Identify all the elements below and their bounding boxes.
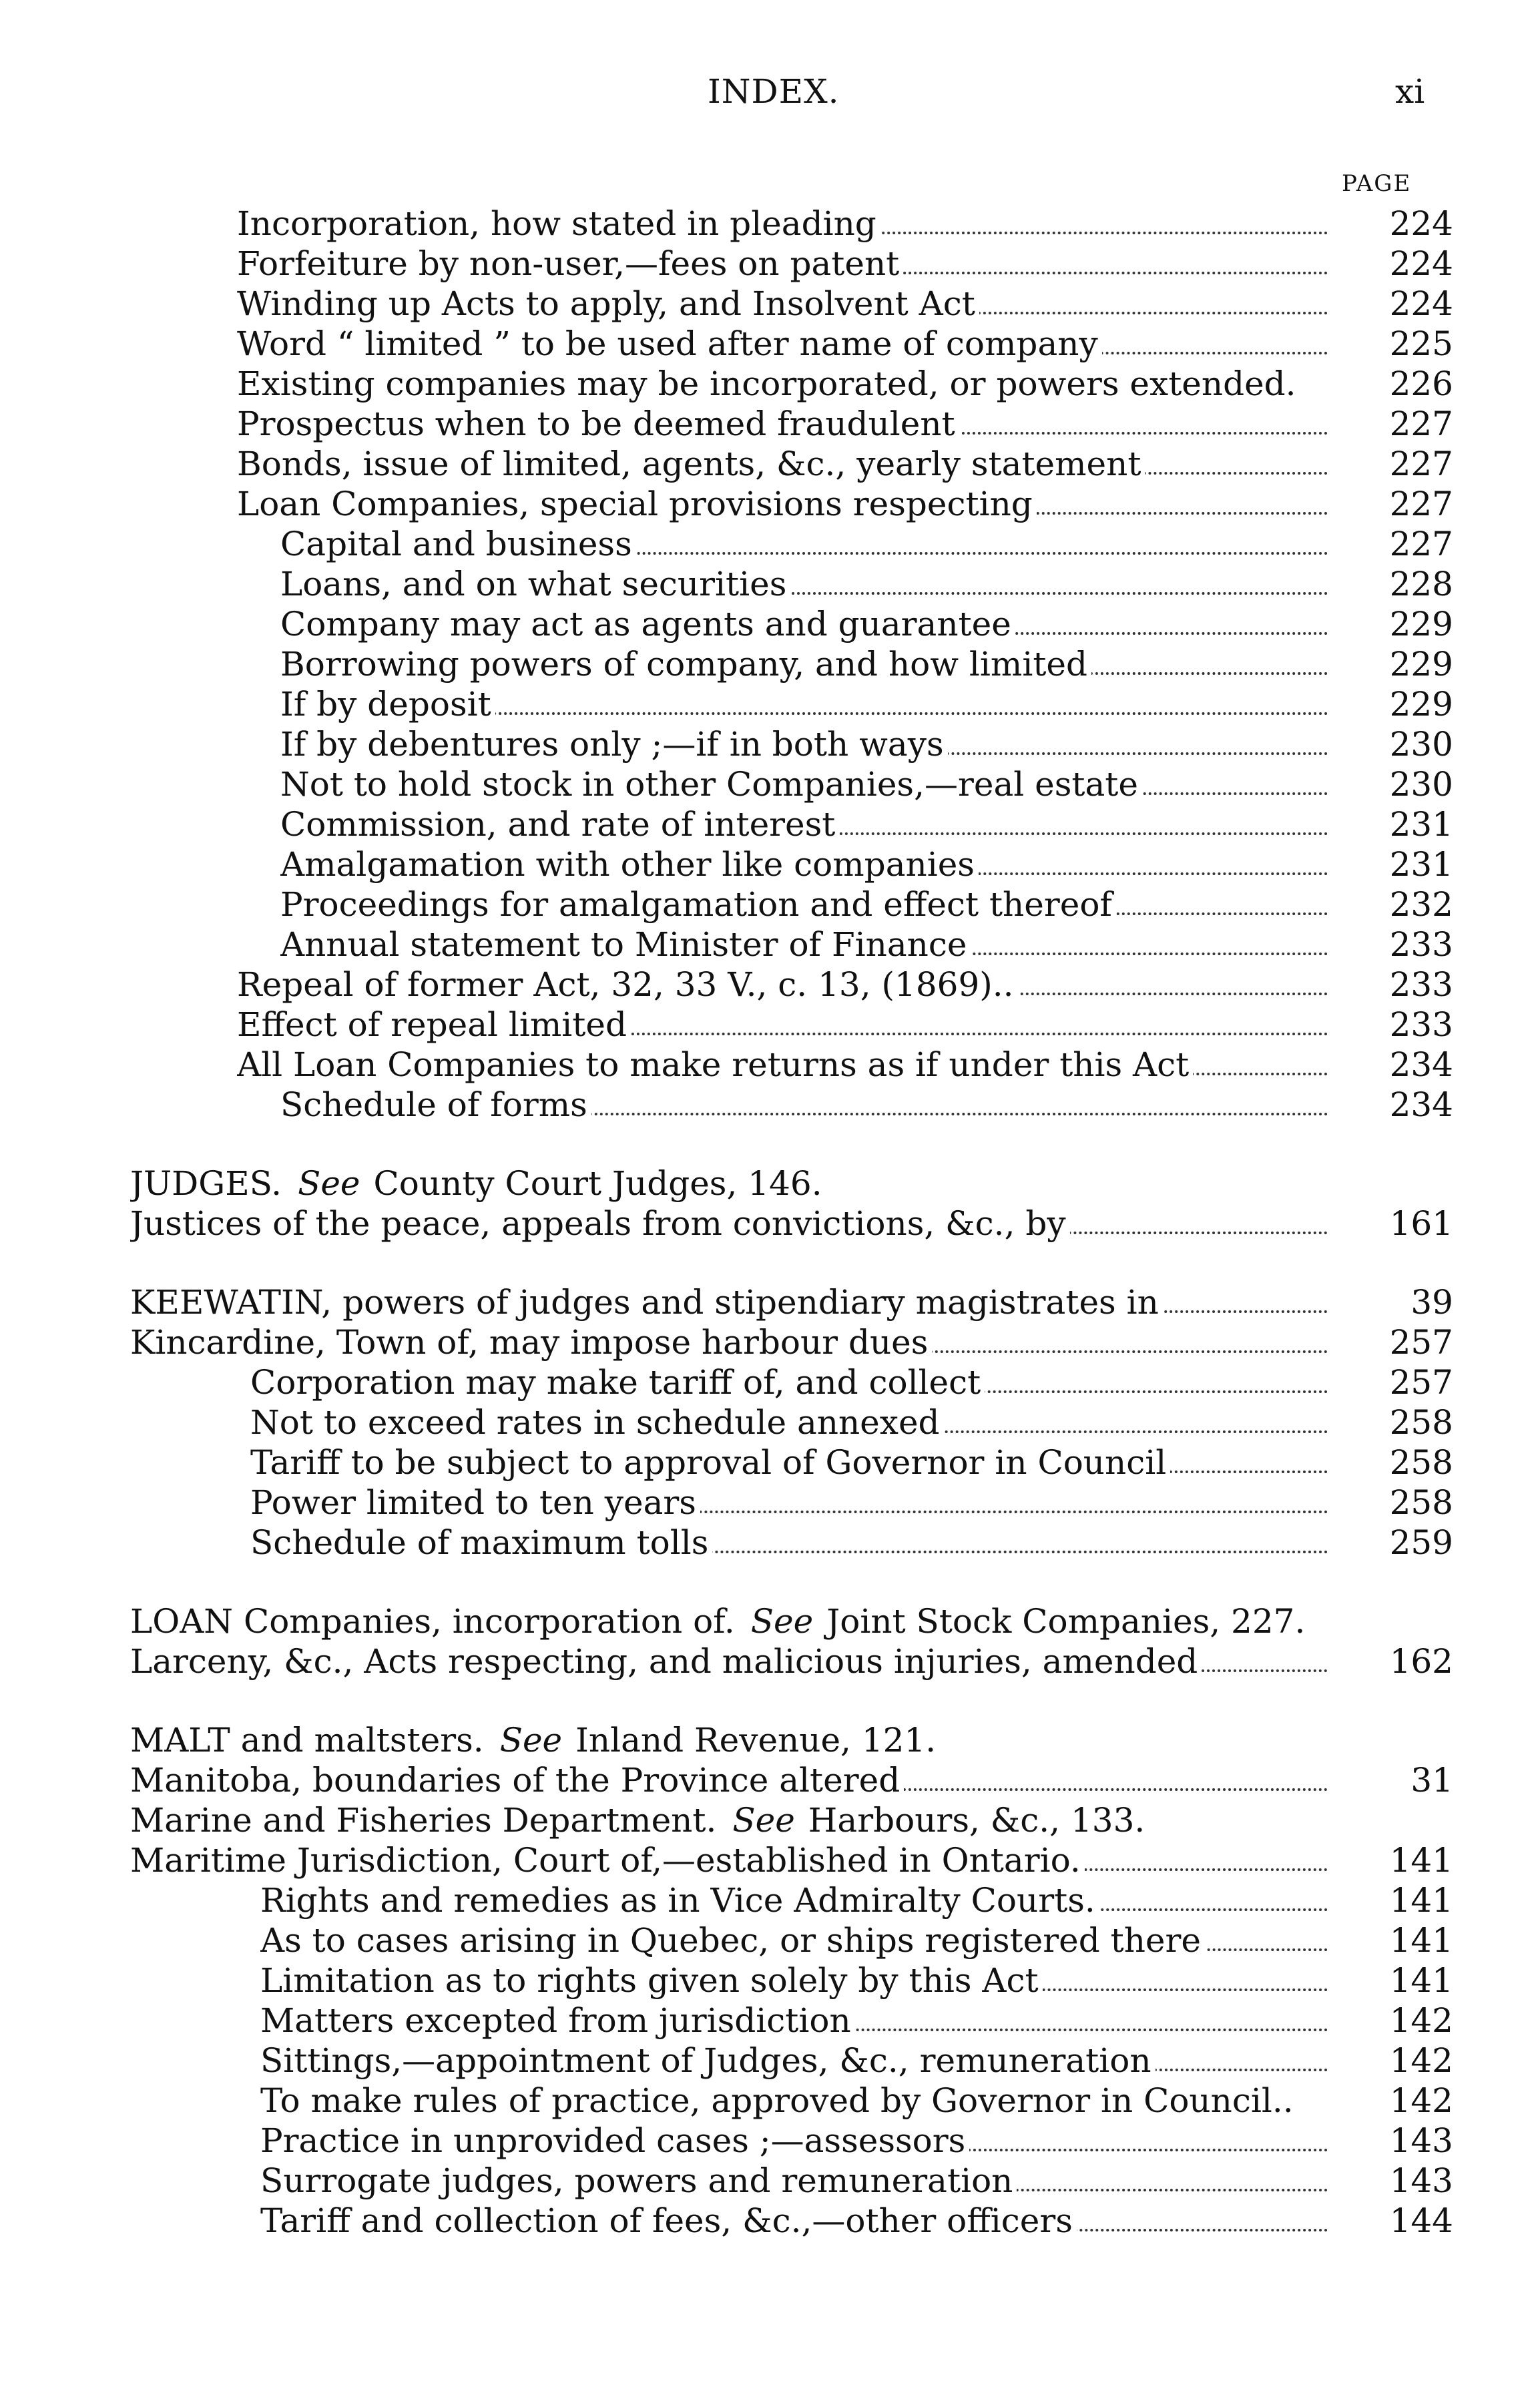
index-entry-label: Word “ limited ” to be used after name of company: [237, 324, 1102, 363]
index-entry-page: 142: [1389, 2081, 1453, 2120]
index-entry-page: 229: [1389, 605, 1453, 643]
index-entry: [0, 1523, 1540, 1563]
index-entry-label: Sittings,—appointment of Judges, &c., remuneration: [260, 2041, 1156, 2080]
index-entry: [0, 1760, 1540, 1800]
index-entry-text: [260, 2161, 1328, 2201]
index-entry-label: Corporation may make tariff of, and collect: [250, 1363, 985, 1402]
index-entry-page: 224: [1389, 244, 1453, 283]
index-entry-label: KEEWATIN, powers of judges and stipendiary magistrates in: [130, 1283, 1163, 1322]
index-entry-page: 144: [1389, 2201, 1453, 2240]
index-entry: [0, 1720, 1540, 1760]
index-entry-label: Winding up Acts to apply, and Insolvent Act: [237, 284, 979, 323]
see-target: Harbours, &c., 133.: [799, 1801, 1149, 1840]
index-entry-page: 141: [1389, 1841, 1453, 1880]
index-entry-label: Larceny, &c., Acts respecting, and malicious injuries, amended: [130, 1642, 1202, 1681]
index-entry-label: Loans, and on what securities: [280, 565, 790, 603]
index-entry-text: [260, 2121, 1328, 2161]
index-entry-text: [280, 644, 1328, 684]
index-entry: [0, 1920, 1540, 1960]
index-entry-label: Company may act as agents and guarantee: [280, 605, 1015, 643]
index-entry-page: 230: [1389, 725, 1453, 764]
index-entry: [0, 244, 1540, 284]
index-entry: [0, 2081, 1540, 2121]
index-entry-text: [280, 684, 1328, 724]
index-entry-text: [130, 1641, 1328, 1681]
index-entry-label: If by deposit: [280, 685, 495, 724]
index-entry-text: [250, 1523, 1328, 1563]
index-entry: [0, 2041, 1540, 2081]
see-reference: See: [739, 1602, 817, 1641]
index-entry-text: [280, 804, 1328, 844]
index-entry-page: 142: [1389, 2041, 1453, 2080]
index-entry-page: 225: [1389, 324, 1453, 363]
index-entry-text: [250, 1402, 1328, 1442]
index-entry-label: Loan Companies, special provisions respecting: [237, 485, 1037, 523]
index-entry-text: [130, 1800, 1402, 1840]
index-entry-label: Annual statement to Minister of Finance: [280, 925, 971, 964]
index-entry: [0, 1402, 1540, 1442]
index-entry-label: Limitation as to rights given solely by this Act: [260, 1961, 1043, 2000]
index-entry-label: Borrowing powers of company, and how limited: [280, 645, 1091, 684]
index-entry-page: 227: [1389, 485, 1453, 523]
index-entry-label: Power limited to ten years: [250, 1483, 700, 1522]
index-entry-text: [280, 724, 1328, 764]
index-entry-page: 232: [1389, 885, 1453, 924]
index-entry-text: [130, 1322, 1328, 1362]
index-entry-page: 141: [1389, 1881, 1453, 1920]
index-entry: [0, 1880, 1540, 1920]
index-entry: [0, 924, 1540, 965]
index-entry: [0, 324, 1540, 364]
index-entry: [0, 204, 1540, 244]
index-entry: [0, 1005, 1540, 1045]
index-entry: [0, 364, 1540, 404]
index-entry: [0, 1204, 1540, 1244]
index-entry-label: Not to hold stock in other Companies,—real estate: [280, 765, 1142, 804]
index-entry: [0, 1840, 1540, 1880]
index-entry-label: MALT and maltsters.: [130, 1721, 488, 1760]
index-entry-text: [237, 965, 1328, 1005]
index-entry-text: [280, 764, 1328, 804]
index-entry: [0, 1641, 1540, 1681]
index-entry: [0, 1045, 1540, 1085]
index-entry: [0, 1960, 1540, 2001]
index-entry-text: [237, 204, 1328, 244]
index-entry: [0, 1163, 1540, 1204]
index-entry-text: [260, 2201, 1328, 2241]
index-entry-label: Commission, and rate of interest: [280, 805, 839, 844]
index-entry: [0, 804, 1540, 844]
index-entry-label: Matters excepted from jurisdiction: [260, 2001, 855, 2040]
index-entry-text: [280, 524, 1328, 564]
index-entry-label: Bonds, issue of limited, agents, &c., yearly statement: [237, 445, 1145, 483]
index-entry-page: 257: [1389, 1363, 1453, 1402]
index-entry-text: [260, 2041, 1328, 2081]
index-entry-text: [280, 564, 1328, 604]
index-entry-text: [237, 1005, 1328, 1045]
index-entry-text: [130, 1204, 1328, 1244]
index-entry-text: [237, 444, 1328, 484]
index-entry-page: 39: [1410, 1283, 1453, 1322]
index-entry-text: [280, 924, 1328, 965]
index-entry: [0, 1483, 1540, 1523]
see-reference: See: [720, 1801, 798, 1840]
index-entry-page: 257: [1389, 1323, 1453, 1362]
index-entry-page: 258: [1389, 1403, 1453, 1442]
index-entry-label: Tariff and collection of fees, &c.,—other officers: [260, 2201, 1077, 2240]
page-number: xi: [1395, 72, 1425, 111]
index-entry-label: Maritime Jurisdiction, Court of,—established in Ontario.: [130, 1841, 1085, 1880]
index-entry-text: [130, 1760, 1328, 1800]
index-entry-label: If by debentures only ;—if in both ways: [280, 725, 948, 764]
index-entry-page: 231: [1389, 845, 1453, 884]
index-entry-text: [237, 324, 1328, 364]
index-entry-text: [260, 1920, 1328, 1960]
index-entry-page: 233: [1389, 1005, 1453, 1044]
index-entry: [0, 2201, 1540, 2241]
index-entry-text: [237, 404, 1328, 444]
index-entry-text: [260, 1880, 1328, 1920]
index-entry-label: Marine and Fisheries Department.: [130, 1801, 720, 1840]
index-entry-page: 143: [1389, 2161, 1453, 2200]
index-entry: [0, 1282, 1540, 1322]
index-entry-text: [280, 1085, 1328, 1125]
index-entry-label: All Loan Companies to make returns as if under this Act: [237, 1045, 1193, 1084]
index-entry-label: Justices of the peace, appeals from convictions, &c., by: [130, 1204, 1070, 1243]
index-entry-label: JUDGES.: [130, 1164, 286, 1203]
index-entry-page: 230: [1389, 765, 1453, 804]
index-entry-page: 227: [1389, 405, 1453, 443]
index-entry-text: [280, 604, 1328, 644]
index-entry-text: [237, 1045, 1328, 1085]
index-entry-text: [130, 1840, 1328, 1880]
index-entry-label: Schedule of forms: [280, 1085, 591, 1124]
index-entry-text: [250, 1483, 1328, 1523]
index-entry: [0, 1800, 1540, 1840]
index-entry-text: [250, 1442, 1328, 1483]
index-entry-page: 141: [1389, 1921, 1453, 1960]
index-entry-page: 233: [1389, 965, 1453, 1004]
index-entry: [0, 2001, 1540, 2041]
index-entry-label: Existing companies may be incorporated, or powers extended.: [237, 364, 1300, 403]
see-target: County Court Judges, 146.: [364, 1164, 826, 1203]
index-entry: [0, 1362, 1540, 1402]
index-entry: [0, 684, 1540, 724]
index-entry: [0, 1085, 1540, 1125]
index-entry: [0, 284, 1540, 324]
index-entry-page: 233: [1389, 925, 1453, 964]
page-title: INDEX.: [708, 72, 840, 111]
index-entry-label: Incorporation, how stated in pleading: [237, 204, 880, 243]
index-entry: [0, 564, 1540, 604]
index-entry-label: Repeal of former Act, 32, 33 V., c. 13, (1869)..: [237, 965, 1018, 1004]
index-entry-page: 231: [1389, 805, 1453, 844]
index-entry-label: Tariff to be subject to approval of Governor in Council: [250, 1443, 1170, 1482]
index-entry: [0, 1601, 1540, 1641]
index-entry: [0, 884, 1540, 924]
index-entry-text: [237, 364, 1328, 404]
index-entry-page: 229: [1389, 645, 1453, 684]
index-entry-label: As to cases arising in Quebec, or ships registered there: [260, 1921, 1205, 1960]
index-entry-page: 31: [1410, 1761, 1453, 1800]
index-entry: [0, 644, 1540, 684]
index-entry-label: Kincardine, Town of, may impose harbour dues: [130, 1323, 932, 1362]
see-reference: See: [488, 1721, 566, 1760]
index-entry-label: Prospectus when to be deemed fraudulent: [237, 405, 959, 443]
index-entry: [0, 724, 1540, 764]
index-entry: [0, 965, 1540, 1005]
index-entry-text: [130, 1163, 1402, 1204]
index-entry-label: LOAN Companies, incorporation of.: [130, 1602, 739, 1641]
index-entry: [0, 1322, 1540, 1362]
running-head: [0, 72, 1540, 119]
index-entry-page: 226: [1389, 364, 1453, 403]
index-entry-text: [280, 844, 1328, 884]
index-entry-page: 229: [1389, 685, 1453, 724]
index-entry: [0, 604, 1540, 644]
index-entry-label: Rights and remedies as in Vice Admiralty Courts.: [260, 1881, 1099, 1920]
index-entry-text: [280, 884, 1328, 924]
index-entry-page: 234: [1389, 1045, 1453, 1084]
index-entry: [0, 764, 1540, 804]
index-entry-text: [260, 1960, 1328, 2001]
index-entry: [0, 2161, 1540, 2201]
see-reference: See: [286, 1164, 364, 1203]
index-entry: [0, 404, 1540, 444]
index-entry-page: 224: [1389, 284, 1453, 323]
index-entry-page: 258: [1389, 1443, 1453, 1482]
index-entry: [0, 444, 1540, 484]
index-entry-label: Proceedings for amalgamation and effect thereof: [280, 885, 1116, 924]
index-entry-label: Amalgamation with other like companies: [280, 845, 979, 884]
index-entry-page: 141: [1389, 1961, 1453, 2000]
index-entry: [0, 844, 1540, 884]
index-entry: [0, 2121, 1540, 2161]
index-entry-page: 224: [1389, 204, 1453, 243]
index-entry-page: 227: [1389, 445, 1453, 483]
index-entry-page: 259: [1389, 1523, 1453, 1562]
index-entry-text: [130, 1720, 1402, 1760]
index-entry-text: [237, 244, 1328, 284]
index-entry-page: 142: [1389, 2001, 1453, 2040]
page-column-label: PAGE: [1342, 170, 1412, 197]
index-entry-label: Not to exceed rates in schedule annexed: [250, 1403, 944, 1442]
index-entry-text: [130, 1601, 1402, 1641]
index-entry-page: 143: [1389, 2121, 1453, 2160]
index-entry-page: 228: [1389, 565, 1453, 603]
index-entry-text: [237, 284, 1328, 324]
index-entry: [0, 484, 1540, 524]
index-entry-text: [250, 1362, 1328, 1402]
index-entry-label: Practice in unprovided cases ;—assessors: [260, 2121, 969, 2160]
index-entry-text: [130, 1282, 1328, 1322]
index-entry-label: Manitoba, boundaries of the Province altered: [130, 1761, 904, 1800]
index-entry-page: 258: [1389, 1483, 1453, 1522]
index-entry-text: [260, 2081, 1328, 2121]
index-entry-page: 227: [1389, 525, 1453, 563]
index-entry: [0, 524, 1540, 564]
index-entry-label: To make rules of practice, approved by Governor in Council..: [260, 2081, 1298, 2120]
see-target: Joint Stock Companies, 227.: [817, 1602, 1309, 1641]
index-entry-page: 162: [1389, 1642, 1453, 1681]
index-entry-label: Capital and business: [280, 525, 636, 563]
index-entry-text: [237, 484, 1328, 524]
index-entry-label: Effect of repeal limited: [237, 1005, 631, 1044]
index-entry-text: [260, 2001, 1328, 2041]
see-target: Inland Revenue, 121.: [566, 1721, 940, 1760]
index-entry-page: 161: [1389, 1204, 1453, 1243]
index-entry-label: Surrogate judges, powers and remuneration: [260, 2161, 1017, 2200]
index-entry-label: Schedule of maximum tolls: [250, 1523, 712, 1562]
index-entry-label: Forfeiture by non-user,—fees on patent: [237, 244, 903, 283]
index-entry: [0, 1442, 1540, 1483]
index-entry-page: 234: [1389, 1085, 1453, 1124]
